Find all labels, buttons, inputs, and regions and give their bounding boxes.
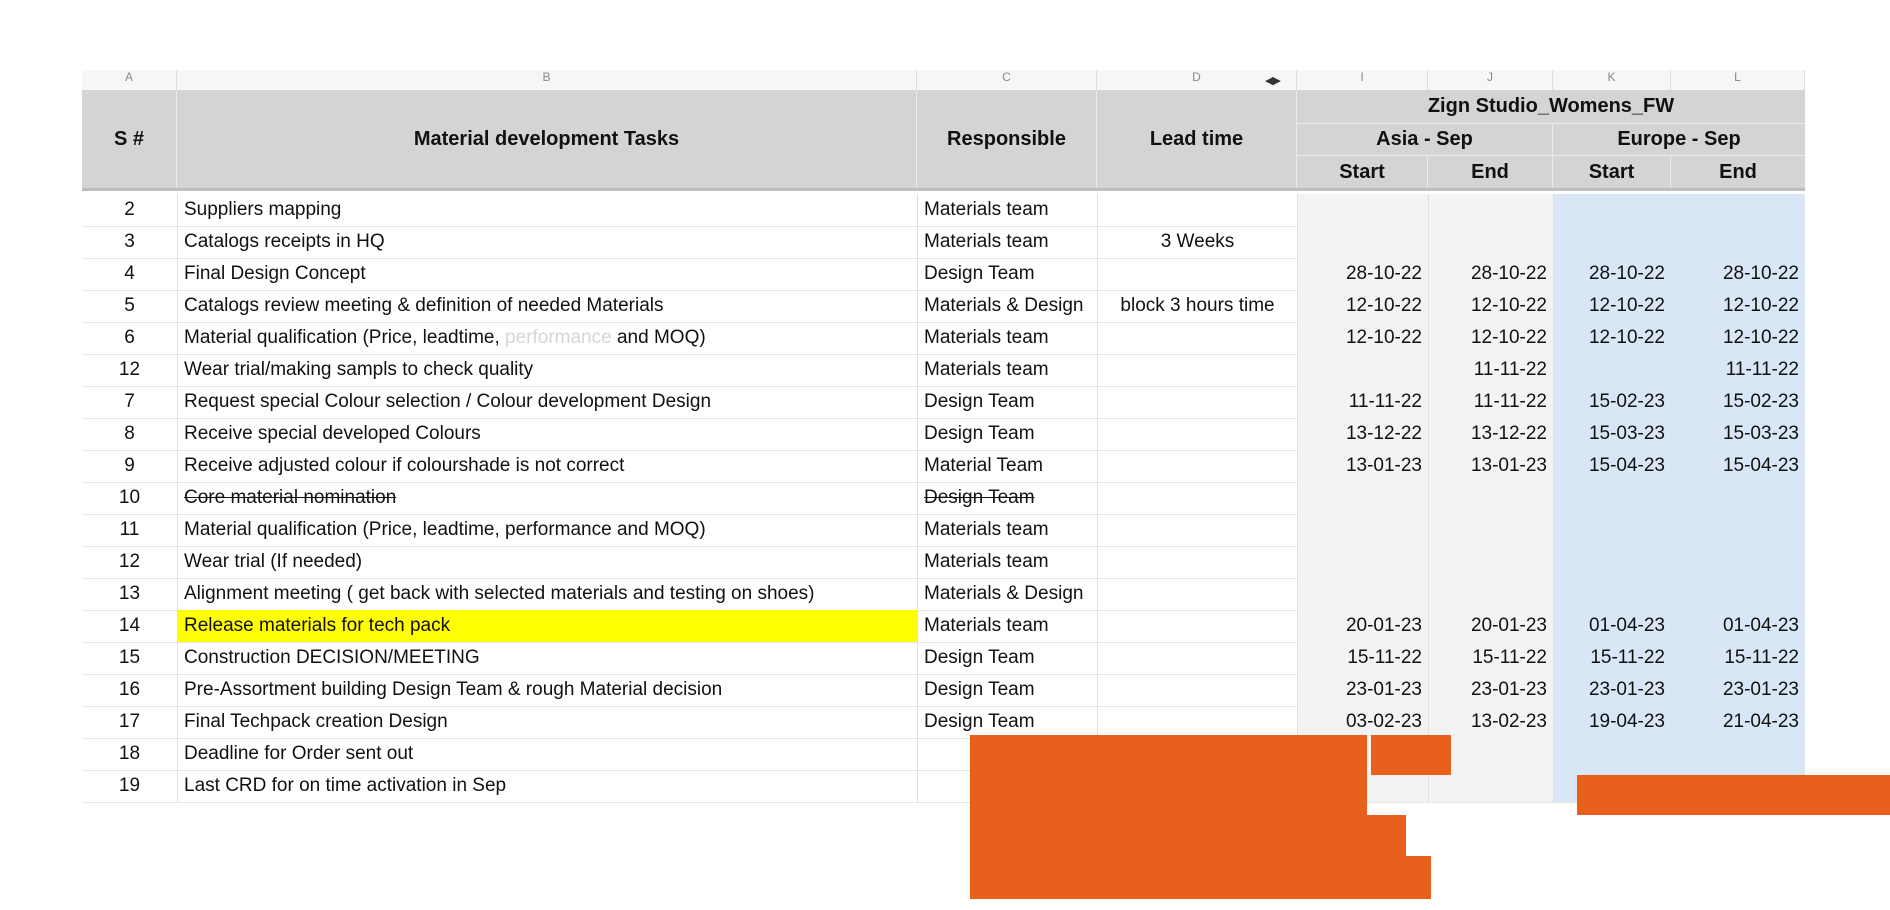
cell-responsible[interactable]: Material Team (917, 450, 1097, 482)
cell-asia-start[interactable] (1297, 514, 1428, 546)
cell-lead-time[interactable] (1097, 642, 1297, 674)
cell-asia-start[interactable]: 13-12-22 (1297, 418, 1428, 450)
header-region-europe: Europe - Sep (1553, 124, 1805, 156)
table-row (82, 514, 1805, 547)
cell-responsible[interactable]: Design Team (917, 258, 1097, 290)
cell-task[interactable]: Material qualification (Price, leadtime, performance and MOQ) (177, 514, 917, 546)
redaction-block (970, 815, 1406, 858)
cell-responsible[interactable]: Materials & Design (917, 578, 1097, 610)
cell-task[interactable]: Request special Colour selection / Colour development Design (177, 386, 917, 418)
cell-europe-end[interactable]: 01-04-23 (1671, 610, 1805, 642)
table-row (82, 770, 1805, 803)
redaction-block (1371, 735, 1451, 775)
cell-responsible[interactable]: Materials team (917, 610, 1097, 642)
cell-task[interactable]: Suppliers mapping (177, 194, 917, 226)
cell-sn[interactable]: 17 (118, 711, 141, 732)
cell-lead-time[interactable] (1097, 418, 1297, 450)
cell-sn[interactable]: 12 (118, 359, 141, 380)
column-letter-b[interactable]: B (177, 70, 917, 90)
cell-task[interactable]: Wear trial/making sampls to check quality (177, 354, 917, 386)
table-row (82, 226, 1805, 259)
header-europe-start: Start (1553, 156, 1671, 188)
cell-sn[interactable]: 6 (124, 327, 135, 348)
cell-asia-end[interactable]: 13-01-23 (1428, 450, 1553, 482)
table-row (82, 642, 1805, 675)
cell-europe-end[interactable]: 28-10-22 (1671, 258, 1805, 290)
cell-task[interactable]: Receive adjusted colour if colourshade is not correct (177, 450, 917, 482)
cell-europe-end[interactable] (1671, 578, 1805, 610)
cell-responsible[interactable]: Materials team (917, 322, 1097, 354)
cell-asia-start[interactable]: 28-10-22 (1297, 258, 1428, 290)
cell-europe-start[interactable] (1553, 354, 1671, 386)
task-text-struck: Core material nomination (184, 487, 397, 508)
cell-task[interactable]: Last CRD for on time activation in Sep (177, 770, 917, 802)
cell-lead-time[interactable] (1097, 610, 1297, 642)
responsible-text-struck: Design Team (924, 487, 1035, 508)
cell-responsible[interactable]: Materials & Design (917, 290, 1097, 322)
cell-lead-time[interactable]: 3 Weeks (1097, 226, 1297, 258)
cell-task[interactable]: Wear trial (If needed) (177, 546, 917, 578)
cell-lead-time[interactable] (1097, 706, 1297, 738)
cell-europe-end[interactable]: 23-01-23 (1671, 674, 1805, 706)
cell-asia-start[interactable]: 12-10-22 (1297, 290, 1428, 322)
cell-europe-start[interactable] (1553, 578, 1671, 610)
header-responsible: Responsible (917, 90, 1097, 188)
cell-sn[interactable]: 5 (124, 295, 135, 316)
table-row (82, 354, 1805, 387)
cell-asia-end[interactable] (1428, 546, 1553, 578)
cell-task[interactable]: Final Design Concept (177, 258, 917, 290)
cell-asia-end[interactable] (1428, 482, 1553, 514)
cell-asia-end[interactable]: 15-11-22 (1428, 642, 1553, 674)
cell-sn[interactable]: 11 (119, 519, 140, 540)
cell-task[interactable]: Receive special developed Colours (177, 418, 917, 450)
cell-europe-start[interactable]: 15-03-23 (1553, 418, 1671, 450)
cell-europe-end[interactable] (1671, 226, 1805, 258)
cell-task[interactable]: Alignment meeting ( get back with selected materials and testing on shoes) (177, 578, 917, 610)
cell-asia-start[interactable] (1297, 226, 1428, 258)
table-row (82, 738, 1805, 771)
cell-responsible[interactable] (917, 482, 1097, 514)
cell-task[interactable]: Catalogs receipts in HQ (177, 226, 917, 258)
column-letter-j[interactable]: J (1428, 70, 1553, 90)
cell-asia-end[interactable]: 20-01-23 (1428, 610, 1553, 642)
cell-europe-start[interactable] (1553, 514, 1671, 546)
cell-responsible[interactable]: Design Team (917, 642, 1097, 674)
table-header (82, 90, 1805, 191)
header-task: Material development Tasks (177, 90, 917, 188)
cell-responsible[interactable]: Materials team (917, 354, 1097, 386)
cell-task[interactable]: Deadline for Order sent out (177, 738, 917, 770)
cell-task[interactable]: Pre-Assortment building Design Team & rough Material decision (177, 674, 917, 706)
task-text-faint: performance (505, 327, 612, 348)
cell-lead-time[interactable] (1097, 578, 1297, 610)
cell-asia-start[interactable] (1297, 194, 1428, 226)
cell-asia-start[interactable]: 11-11-22 (1297, 386, 1428, 418)
cell-lead-time[interactable] (1097, 674, 1297, 706)
cell-asia-end[interactable] (1428, 578, 1553, 610)
cell-asia-end[interactable]: 12-10-22 (1428, 290, 1553, 322)
cell-europe-start[interactable]: 15-04-23 (1553, 450, 1671, 482)
cell-europe-end[interactable]: 15-11-22 (1671, 642, 1805, 674)
cell-europe-start[interactable]: 19-04-23 (1553, 706, 1671, 738)
cell-sn[interactable]: 10 (118, 487, 141, 508)
cell-sn[interactable]: 9 (124, 455, 135, 476)
table-row (82, 386, 1805, 419)
cell-asia-end[interactable]: 11-11-22 (1428, 354, 1553, 386)
cell-lead-time[interactable] (1097, 450, 1297, 482)
cell-asia-start[interactable] (1297, 354, 1428, 386)
cell-task[interactable]: Catalogs review meeting & definition of needed Materials (177, 290, 917, 322)
table-row (82, 706, 1805, 739)
cell-responsible[interactable]: Materials team (917, 546, 1097, 578)
hidden-columns-arrows-icon[interactable]: ◀ ▶ (1265, 75, 1279, 87)
cell-lead-time[interactable] (1097, 258, 1297, 290)
column-letter-a[interactable]: A (82, 70, 177, 90)
cell-europe-start[interactable]: 28-10-22 (1553, 258, 1671, 290)
cell-europe-end[interactable]: 15-02-23 (1671, 386, 1805, 418)
table-row (82, 194, 1805, 227)
cell-lead-time[interactable] (1097, 322, 1297, 354)
cell-responsible[interactable]: Materials team (917, 194, 1097, 226)
task-text: and MOQ) (611, 327, 706, 348)
cell-asia-start[interactable]: 03-02-23 (1297, 706, 1428, 738)
cell-lead-time[interactable] (1097, 514, 1297, 546)
cell-asia-end[interactable]: 13-02-23 (1428, 706, 1553, 738)
table-row (82, 482, 1805, 515)
cell-sn[interactable]: 14 (118, 615, 141, 636)
table-row (82, 610, 1805, 643)
cell-asia-start[interactable] (1297, 482, 1428, 514)
cell-europe-start[interactable] (1553, 482, 1671, 514)
cell-europe-end[interactable] (1671, 194, 1805, 226)
cell-sn[interactable]: 2 (124, 199, 135, 220)
header-asia-start: Start (1297, 156, 1428, 188)
cell-sn[interactable]: 19 (118, 775, 141, 796)
cell-task[interactable] (177, 322, 917, 354)
header-group-title: Zign Studio_Womens_FW (1297, 90, 1805, 124)
cell-asia-end[interactable]: 23-01-23 (1428, 674, 1553, 706)
cell-task[interactable]: Final Techpack creation Design (177, 706, 917, 738)
column-letter-header (82, 70, 1805, 91)
header-europe-end: End (1719, 160, 1757, 183)
cell-europe-end[interactable]: 21-04-23 (1671, 706, 1805, 738)
cell-sn[interactable]: 8 (124, 423, 135, 444)
cell-responsible[interactable]: Design Team (917, 674, 1097, 706)
cell-responsible[interactable]: Design Team (917, 706, 1097, 738)
cell-lead-time[interactable] (1097, 386, 1297, 418)
cell-sn[interactable]: 12 (118, 551, 141, 572)
cell-sn[interactable]: 18 (118, 743, 141, 764)
cell-asia-end[interactable]: 11-11-22 (1428, 386, 1553, 418)
cell-sn[interactable]: 3 (124, 231, 135, 252)
cell-responsible[interactable]: Materials team (917, 226, 1097, 258)
cell-europe-start[interactable]: 15-02-23 (1553, 386, 1671, 418)
cell-europe-start[interactable] (1553, 738, 1671, 770)
header-region-asia: Asia - Sep (1297, 124, 1553, 156)
cell-europe-end[interactable] (1671, 514, 1805, 546)
cell-asia-end[interactable] (1428, 226, 1553, 258)
cell-lead-time[interactable] (1097, 194, 1297, 226)
redaction-block (970, 856, 1431, 899)
cell-asia-end[interactable] (1428, 514, 1553, 546)
table-row (82, 418, 1805, 451)
cell-europe-end[interactable] (1671, 482, 1805, 514)
cell-asia-start[interactable] (1297, 546, 1428, 578)
table-row (82, 674, 1805, 707)
column-letter-l[interactable]: L (1671, 70, 1805, 90)
cell-europe-start[interactable] (1553, 226, 1671, 258)
table-row (82, 290, 1805, 323)
cell-lead-time[interactable] (1097, 546, 1297, 578)
cell-europe-end[interactable]: 11-11-22 (1671, 354, 1805, 386)
cell-responsible[interactable]: Design Team (917, 418, 1097, 450)
cell-asia-start[interactable]: 13-01-23 (1297, 450, 1428, 482)
table-row (82, 578, 1805, 611)
table-row (82, 322, 1805, 355)
cell-lead-time[interactable] (1097, 354, 1297, 386)
task-text: Material qualification (Price, leadtime, (184, 327, 506, 348)
column-letter-c[interactable]: C (917, 70, 1097, 90)
cell-sn[interactable]: 7 (124, 391, 135, 412)
cell-responsible[interactable]: Design Team (917, 386, 1097, 418)
cell-europe-end[interactable] (1671, 738, 1805, 770)
cell-lead-time[interactable] (1097, 482, 1297, 514)
cell-europe-start[interactable]: 12-10-22 (1553, 290, 1671, 322)
cell-europe-start[interactable]: 15-11-22 (1553, 642, 1671, 674)
column-letter-d[interactable]: D (1097, 70, 1297, 90)
cell-task[interactable] (177, 482, 917, 514)
cell-asia-start[interactable]: 12-10-22 (1297, 322, 1428, 354)
cell-asia-end[interactable]: 13-12-22 (1428, 418, 1553, 450)
table-row (82, 546, 1805, 579)
cell-asia-end[interactable]: 28-10-22 (1428, 258, 1553, 290)
column-letter-i[interactable]: I (1297, 70, 1428, 90)
cell-europe-start[interactable] (1553, 194, 1671, 226)
cell-asia-start[interactable]: 15-11-22 (1297, 642, 1428, 674)
column-letter-k[interactable]: K (1553, 70, 1671, 90)
cell-europe-end[interactable]: 12-10-22 (1671, 290, 1805, 322)
cell-europe-start[interactable] (1553, 546, 1671, 578)
cell-europe-end[interactable] (1671, 546, 1805, 578)
cell-responsible[interactable]: Materials team (917, 514, 1097, 546)
cell-asia-start[interactable]: 20-01-23 (1297, 610, 1428, 642)
cell-asia-start[interactable]: 23-01-23 (1297, 674, 1428, 706)
cell-sn[interactable]: 15 (118, 647, 141, 668)
header-sn: S # (82, 90, 177, 188)
cell-sn[interactable]: 4 (124, 263, 135, 284)
cell-europe-start[interactable]: 12-10-22 (1553, 322, 1671, 354)
cell-asia-end[interactable]: 12-10-22 (1428, 322, 1553, 354)
cell-europe-start[interactable]: 01-04-23 (1553, 610, 1671, 642)
cell-asia-start[interactable] (1297, 578, 1428, 610)
header-asia-end: End (1428, 156, 1553, 188)
cell-europe-start[interactable]: 23-01-23 (1553, 674, 1671, 706)
header-lead-time: Lead time (1097, 90, 1297, 188)
cell-europe-end[interactable]: 15-03-23 (1671, 418, 1805, 450)
cell-lead-time[interactable]: block 3 hours time (1097, 290, 1297, 322)
cell-task[interactable]: Construction DECISION/MEETING (177, 642, 917, 674)
redaction-block (1577, 775, 1890, 815)
cell-europe-end[interactable]: 12-10-22 (1671, 322, 1805, 354)
cell-sn[interactable]: 16 (118, 679, 141, 700)
table-row (82, 258, 1805, 291)
table-row (82, 450, 1805, 483)
cell-asia-end[interactable] (1428, 194, 1553, 226)
cell-task-highlighted[interactable]: Release materials for tech pack (177, 610, 917, 642)
cell-sn[interactable]: 13 (118, 583, 141, 604)
cell-europe-end[interactable]: 15-04-23 (1671, 450, 1805, 482)
